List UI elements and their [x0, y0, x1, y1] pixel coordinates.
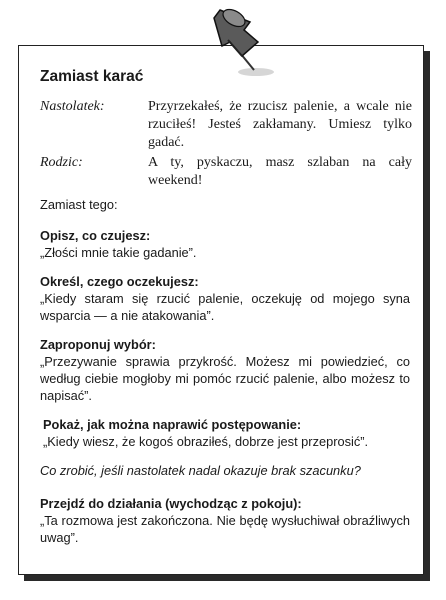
speaker-text: Przyrzekałeś, że rzucisz palenie, a wcale nie rzuciłeś! Jesteś zakłamany. Umiesz tylko gadać. [148, 99, 412, 150]
advice-section [40, 273, 410, 324]
speaker-text: A ty, pyskaczu, masz szlaban na cały weekend! [148, 155, 412, 188]
section-text: „Ta rozmowa jest zakończona. Nie będę wysłuchiwał obraźliwych uwag”. [40, 513, 410, 545]
advice-section [40, 227, 410, 261]
section-text: „Przezywanie sprawia przykrość. Możesz mi powiedzieć, co według ciebie mogłoby mi pomóc rzucić palenie, albo możesz to napisać”. [40, 354, 410, 403]
intro-text: Zamiast tego: [40, 197, 118, 212]
section-heading: Opisz, co czujesz: [40, 228, 151, 243]
section-text: „Kiedy wiesz, że kogoś obraziłeś, dobrze jest przeprosić”. [43, 434, 369, 449]
advice-section [40, 336, 410, 404]
section-heading: Pokaż, jak można naprawić postępowanie: [43, 417, 302, 432]
dialogue-line [40, 154, 412, 190]
section-text: „Złości mnie takie gadanie”. [40, 245, 197, 260]
pushpin-icon [198, 0, 288, 90]
advice-content [40, 196, 410, 558]
dialogue [40, 98, 412, 192]
final-section [40, 495, 410, 546]
speaker-label: Nastolatek: [40, 99, 105, 114]
section-heading: Przejdź do działania (wychodząc z pokoju): [40, 496, 302, 511]
section-text: „Kiedy staram się rzucić palenie, oczekuję od mojego syna wsparcia — a nie atakowania”. [40, 291, 410, 323]
section-heading: Określ, czego oczekujesz: [40, 274, 199, 289]
dialogue-line [40, 98, 412, 152]
speaker-label: Rodzic: [40, 155, 83, 170]
document-title: Zamiast karać [40, 68, 144, 85]
question-text: Co zrobić, jeśli nastolatek nadal okazuje brak szacunku? [40, 463, 361, 478]
advice-section [43, 416, 410, 450]
section-heading: Zaproponuj wybór: [40, 337, 156, 352]
